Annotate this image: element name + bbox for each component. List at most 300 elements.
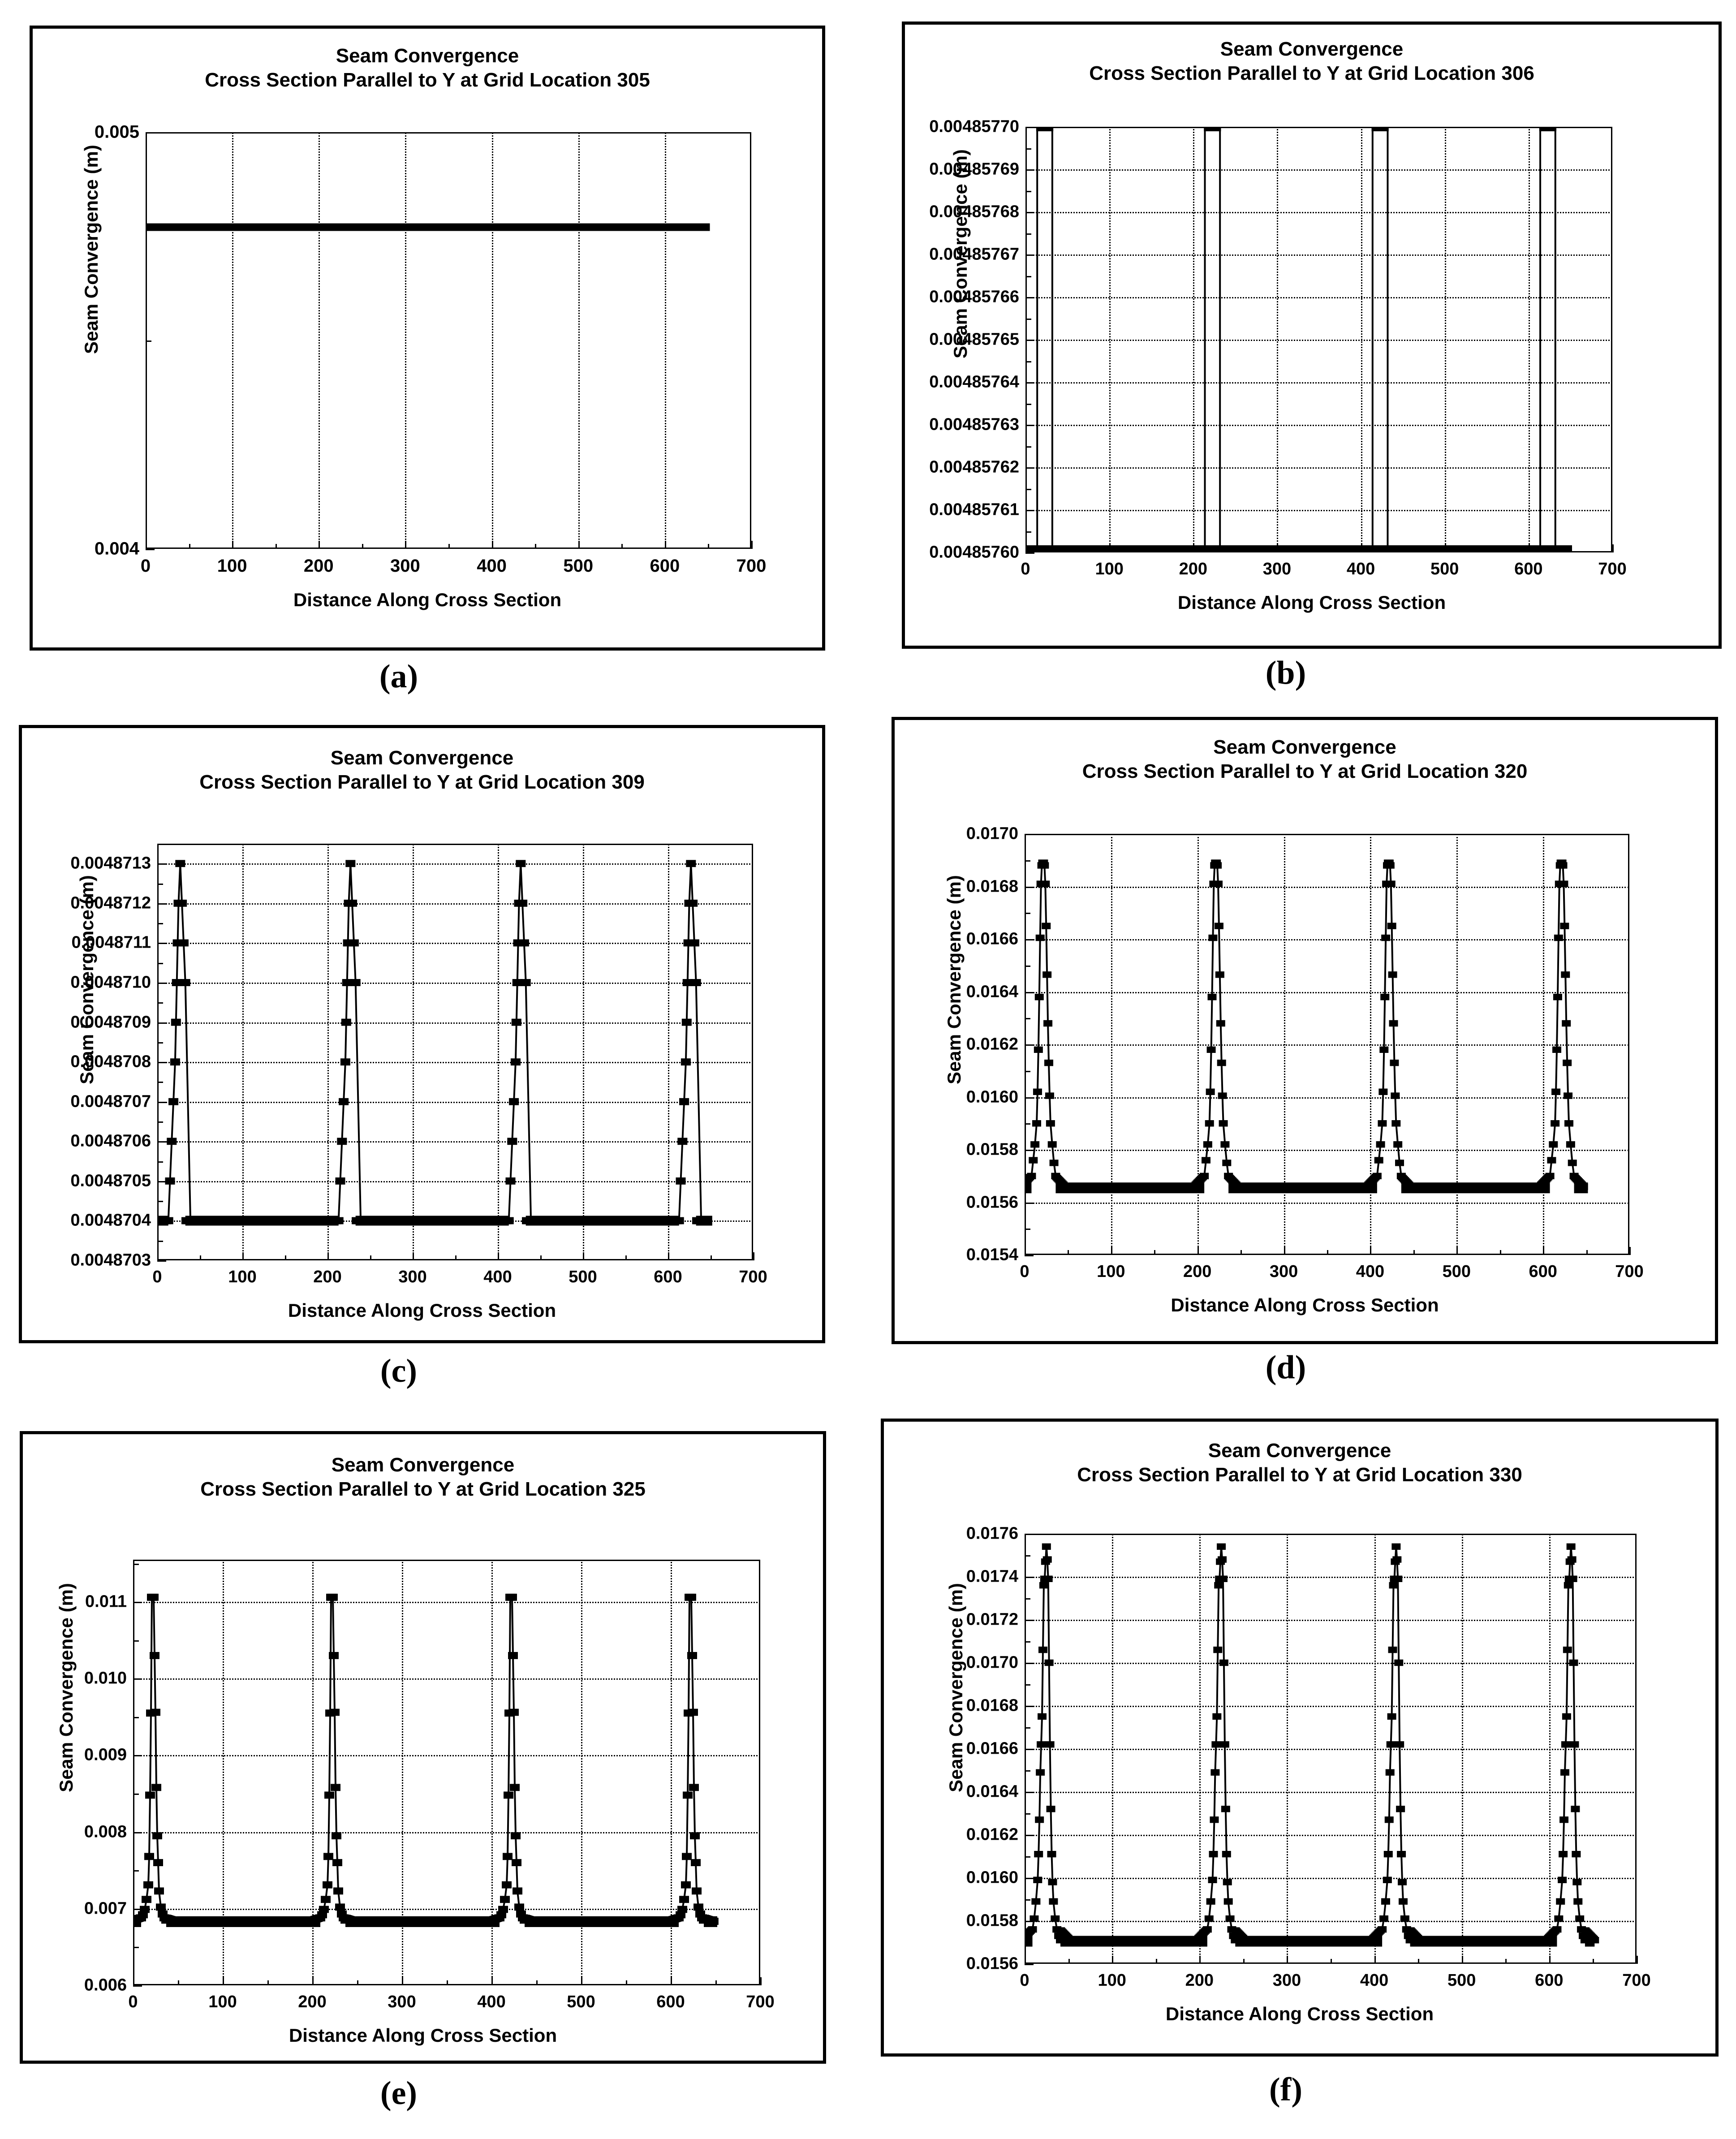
data-marker xyxy=(1569,1660,1578,1666)
data-marker xyxy=(677,1906,687,1913)
y-axis-tick-label: 0.0158 xyxy=(966,1911,1018,1930)
data-marker xyxy=(1388,1647,1397,1653)
data-marker xyxy=(1568,1576,1577,1582)
x-axis-tick-label: 400 xyxy=(1356,1262,1385,1281)
data-marker xyxy=(1563,1647,1572,1653)
data-marker xyxy=(1046,1120,1055,1126)
data-marker xyxy=(1385,1816,1394,1823)
x-axis-tick-label: 600 xyxy=(1514,560,1543,578)
data-marker xyxy=(1031,1898,1040,1905)
shoulder-marker xyxy=(702,1217,711,1225)
data-marker xyxy=(1042,971,1051,978)
x-axis-tick-label: 400 xyxy=(477,556,507,576)
data-marker xyxy=(1561,1741,1570,1747)
x-axis-tick-label: 400 xyxy=(1346,560,1375,578)
data-marker xyxy=(1038,1647,1047,1653)
y-axis-tick-label: 0.007 xyxy=(84,1899,127,1918)
y-axis-tick-label: 0.0048708 xyxy=(70,1052,151,1071)
data-marker xyxy=(177,900,187,907)
data-series-layer xyxy=(133,1560,760,1985)
data-marker xyxy=(681,1881,691,1889)
chart-title-e xyxy=(23,1453,823,1501)
data-marker xyxy=(516,860,526,867)
data-marker xyxy=(323,1881,332,1889)
data-marker xyxy=(1560,923,1569,929)
data-marker xyxy=(142,1896,151,1903)
data-marker xyxy=(1210,1816,1219,1823)
data-marker xyxy=(1386,1769,1395,1776)
x-axis-tick-label: 100 xyxy=(1095,560,1124,578)
y-axis-tick-label: 0.0164 xyxy=(966,1782,1018,1801)
x-axis-tick-label: 0 xyxy=(152,1268,162,1286)
baseline-marker-band xyxy=(525,1916,679,1927)
y-axis-title: Seam Convergence (m) xyxy=(76,875,97,1084)
data-marker xyxy=(1376,1141,1385,1147)
data-marker xyxy=(1564,1582,1573,1588)
y-axis-tick-label: 0.0172 xyxy=(966,1610,1018,1629)
data-marker xyxy=(351,979,361,986)
data-marker xyxy=(512,1019,521,1026)
data-marker xyxy=(1562,1020,1571,1026)
data-marker xyxy=(151,1784,161,1791)
y-tick-major xyxy=(1025,1255,1034,1256)
data-marker xyxy=(1549,1141,1558,1147)
chart-title-line2: Cross Section Parallel to Y at Grid Location 306 xyxy=(1089,62,1534,84)
data-marker xyxy=(687,1652,697,1659)
baseline-marker-band xyxy=(1228,1182,1377,1193)
data-marker xyxy=(690,1832,700,1839)
x-axis-tick-label: 700 xyxy=(1598,560,1627,578)
y-axis-tick-label: 0.0166 xyxy=(966,929,1018,949)
data-marker xyxy=(1386,862,1395,868)
x-tick-major xyxy=(1612,544,1614,552)
x-axis-tick-label: 300 xyxy=(388,1992,416,2011)
data-marker xyxy=(500,1896,510,1903)
y-axis-tick-label: 0.0048705 xyxy=(70,1171,151,1190)
data-marker xyxy=(1387,1741,1396,1747)
data-marker xyxy=(342,979,352,986)
data-marker xyxy=(329,1652,339,1659)
data-marker xyxy=(1554,935,1563,941)
y-axis-tick-label: 0.0176 xyxy=(966,1524,1018,1543)
y-axis-tick-label: 0.00485763 xyxy=(929,415,1019,434)
y-axis-tick-label: 0.00485767 xyxy=(929,245,1019,264)
data-marker xyxy=(1205,1915,1214,1922)
data-marker xyxy=(349,940,359,947)
data-marker xyxy=(1218,1092,1227,1099)
data-marker xyxy=(1379,1915,1388,1922)
data-marker xyxy=(511,1832,521,1839)
subfigure-caption-c: (c) xyxy=(380,1353,418,1389)
data-marker xyxy=(1568,1160,1577,1166)
data-marker xyxy=(1381,1898,1390,1905)
x-axis-tick-label: 400 xyxy=(1360,1971,1389,1990)
data-marker xyxy=(1208,994,1217,1000)
data-marker xyxy=(1378,1120,1387,1126)
y-axis-tick-label: 0.009 xyxy=(84,1745,127,1764)
data-marker xyxy=(506,1177,516,1185)
data-marker xyxy=(330,1709,340,1716)
y-axis-tick-label: 0.0170 xyxy=(966,1653,1018,1672)
data-marker xyxy=(1032,1120,1041,1126)
data-series-layer xyxy=(146,132,751,549)
x-axis-tick-label: 100 xyxy=(217,556,247,576)
data-marker xyxy=(688,1709,698,1716)
series-svg-a xyxy=(146,132,751,549)
y-axis-title: Seam Convergence (m) xyxy=(81,145,102,354)
baseline-marker-band xyxy=(166,1916,320,1927)
chart-title-b xyxy=(905,37,1719,85)
data-marker xyxy=(1042,1544,1051,1550)
peak-polyline xyxy=(333,863,361,1220)
data-marker xyxy=(683,979,693,986)
data-marker xyxy=(1391,1544,1400,1550)
data-marker xyxy=(1212,1713,1221,1720)
data-series-layer xyxy=(1025,127,1612,552)
y-axis-tick-label: 0.00485760 xyxy=(929,543,1019,562)
shoulder-marker xyxy=(663,1918,672,1925)
chart-title-line2: Cross Section Parallel to Y at Grid Location 325 xyxy=(200,1478,646,1500)
chart-title-line2: Cross Section Parallel to Y at Grid Location 320 xyxy=(1082,760,1528,782)
data-marker xyxy=(519,940,529,947)
chart-title-line1: Seam Convergence xyxy=(1220,38,1404,60)
data-marker xyxy=(1222,1160,1231,1166)
baseline-marker-band xyxy=(1235,1936,1382,1947)
data-marker xyxy=(1033,1877,1042,1883)
shoulder-marker xyxy=(531,1217,540,1225)
data-marker xyxy=(1391,1092,1400,1099)
y-axis-tick-label: 0.00485765 xyxy=(929,330,1019,349)
shoulder-marker xyxy=(1367,1937,1375,1943)
data-marker xyxy=(181,979,190,986)
data-marker xyxy=(335,1903,345,1910)
chart-title-line2: Cross Section Parallel to Y at Grid Location 330 xyxy=(1077,1463,1522,1486)
chart-title-a xyxy=(33,44,822,92)
data-marker xyxy=(345,860,355,867)
x-axis-tick-label: 600 xyxy=(656,1992,685,2011)
shoulder-marker xyxy=(1234,1184,1242,1190)
shoulder-marker xyxy=(1189,1184,1198,1190)
data-marker xyxy=(1554,1915,1563,1922)
peak-polyline xyxy=(504,863,531,1220)
data-marker xyxy=(1398,1879,1407,1885)
peak-polyline xyxy=(136,1597,172,1922)
data-marker xyxy=(1552,1047,1561,1053)
x-axis-tick-label: 0 xyxy=(1020,1971,1030,1990)
data-marker xyxy=(1563,1060,1572,1066)
data-marker xyxy=(145,1792,155,1799)
data-marker xyxy=(692,1888,702,1895)
data-marker xyxy=(1220,1141,1229,1147)
data-marker xyxy=(504,1792,513,1799)
data-marker xyxy=(1395,1160,1404,1166)
data-marker xyxy=(321,1896,331,1903)
y-axis-tick-label: 0.0154 xyxy=(966,1245,1018,1264)
data-marker xyxy=(337,1138,347,1145)
y-axis-tick-label: 0.008 xyxy=(84,1822,127,1841)
shoulder-marker xyxy=(664,1217,673,1225)
x-axis-tick-label: 700 xyxy=(739,1268,767,1286)
data-marker xyxy=(1393,1141,1402,1147)
data-series-layer xyxy=(1025,1534,1637,1964)
data-marker xyxy=(1047,1851,1056,1857)
y-axis-title: Seam Convergence (m) xyxy=(943,875,965,1084)
data-marker xyxy=(168,1098,178,1105)
x-axis-tick-label: 600 xyxy=(650,556,680,576)
shoulder-marker xyxy=(1591,1937,1599,1943)
y-axis-tick-label: 0.00485770 xyxy=(929,117,1019,136)
baseline-marker-band xyxy=(1410,1936,1557,1947)
data-marker xyxy=(1219,1120,1228,1126)
y-axis-tick-label: 0.0174 xyxy=(966,1567,1018,1586)
data-marker xyxy=(691,979,701,986)
chart-panel-f xyxy=(881,1419,1719,2057)
y-axis-title: Seam Convergence (m) xyxy=(950,149,971,358)
baseline-marker-band xyxy=(185,1216,339,1225)
data-marker xyxy=(1039,1582,1048,1588)
data-marker xyxy=(1202,1157,1210,1163)
shoulder-marker xyxy=(133,1918,134,1925)
data-marker xyxy=(1551,1120,1559,1126)
data-marker xyxy=(513,979,522,986)
pulse-base-marker xyxy=(1537,545,1559,552)
data-marker xyxy=(1572,1851,1581,1857)
data-marker xyxy=(1559,1816,1568,1823)
data-marker xyxy=(1379,1047,1388,1053)
x-axis-title: Distance Along Cross Section xyxy=(293,589,562,610)
chart-panel-e xyxy=(20,1431,826,2064)
data-marker xyxy=(143,1881,153,1889)
data-marker xyxy=(1216,1020,1225,1026)
data-marker xyxy=(1034,1047,1043,1053)
y-axis-title: Seam Convergence (m) xyxy=(945,1583,966,1792)
x-axis-tick-label: 200 xyxy=(1179,560,1207,578)
x-axis-tick-label: 600 xyxy=(654,1268,682,1286)
data-marker xyxy=(144,1853,154,1860)
data-marker xyxy=(510,1784,520,1791)
data-marker xyxy=(347,900,357,907)
x-axis-title: Distance Along Cross Section xyxy=(1171,1294,1439,1315)
data-marker xyxy=(323,1853,333,1860)
y-axis-tick-label: 0.00485761 xyxy=(929,500,1019,519)
data-marker xyxy=(681,1058,691,1065)
data-marker xyxy=(679,1098,689,1105)
data-marker xyxy=(1221,1806,1230,1812)
shoulder-marker xyxy=(1416,1937,1424,1943)
data-marker xyxy=(1389,1020,1398,1026)
data-marker xyxy=(513,1888,522,1895)
y-axis-tick-label: 0.0048711 xyxy=(71,933,151,952)
data-marker xyxy=(1035,1816,1044,1823)
x-axis-tick-label: 0 xyxy=(1020,1262,1030,1281)
data-marker xyxy=(1394,1660,1403,1666)
shoulder-marker xyxy=(1362,1184,1370,1190)
shoulder-marker xyxy=(323,1217,332,1225)
data-marker xyxy=(332,1832,341,1839)
data-marker xyxy=(682,1853,692,1860)
y-axis-tick-label: 0.0156 xyxy=(966,1954,1018,1973)
y-axis-tick-label: 0.0158 xyxy=(966,1140,1018,1159)
data-marker xyxy=(686,1594,696,1601)
data-marker xyxy=(511,1058,521,1065)
y-axis-tick-label: 0.0048713 xyxy=(70,854,151,873)
baseline-marker-band xyxy=(345,1916,500,1927)
baseline-marker-band xyxy=(1055,1182,1204,1193)
data-marker xyxy=(1388,971,1397,978)
chart-title-line2: Cross Section Parallel to Y at Grid Location 305 xyxy=(205,69,650,91)
data-marker xyxy=(1564,1092,1572,1099)
chart-title-line1: Seam Convergence xyxy=(1208,1440,1391,1462)
x-axis-tick-label: 100 xyxy=(228,1268,257,1286)
data-marker xyxy=(1046,1741,1055,1747)
shoulder-marker xyxy=(191,1217,200,1225)
data-marker xyxy=(1203,1141,1212,1147)
data-marker xyxy=(1215,971,1224,978)
data-marker xyxy=(1558,1877,1567,1883)
x-axis-title: Distance Along Cross Section xyxy=(289,2025,557,2046)
data-marker xyxy=(324,1792,334,1799)
plot-area-f xyxy=(1025,1534,1637,1964)
data-marker xyxy=(332,1859,342,1866)
data-marker xyxy=(179,940,189,947)
data-marker xyxy=(171,1019,181,1026)
data-marker xyxy=(1566,1141,1575,1147)
data-marker xyxy=(1390,1060,1399,1066)
y-tick-major xyxy=(146,549,155,550)
data-marker xyxy=(1208,935,1217,941)
data-marker xyxy=(1036,935,1045,941)
data-marker xyxy=(1573,1898,1582,1905)
data-marker xyxy=(1041,880,1050,887)
data-marker xyxy=(1051,1915,1060,1922)
series-svg-b xyxy=(1025,127,1612,552)
x-tick-major xyxy=(1629,1247,1631,1255)
shoulder-marker xyxy=(305,1918,314,1925)
data-marker xyxy=(1387,1713,1396,1720)
data-marker xyxy=(1564,1120,1573,1126)
data-marker xyxy=(507,1138,517,1145)
x-axis-tick-label: 700 xyxy=(746,1992,775,2011)
data-marker xyxy=(1030,1141,1039,1147)
series-svg-c xyxy=(157,844,753,1260)
y-axis-tick-label: 0.011 xyxy=(85,1592,127,1611)
pulse-base-marker xyxy=(1201,545,1223,552)
data-marker xyxy=(1384,1851,1393,1857)
x-axis-tick-label: 100 xyxy=(1098,1971,1126,1990)
x-axis-tick-label: 500 xyxy=(1442,1262,1471,1281)
baseline-marker-band xyxy=(1060,1936,1207,1947)
data-marker xyxy=(676,1177,686,1185)
chart-title-c xyxy=(22,746,822,794)
shoulder-marker xyxy=(530,1918,539,1925)
plot-area-b xyxy=(1025,127,1612,552)
y-tick-major xyxy=(133,1985,142,1987)
baseline-marker-band xyxy=(526,1216,679,1225)
data-marker xyxy=(339,1098,349,1105)
chart-title-f xyxy=(884,1439,1715,1487)
data-marker xyxy=(1219,1660,1228,1666)
data-marker xyxy=(151,1709,160,1716)
data-marker xyxy=(1387,880,1396,887)
data-marker xyxy=(1561,971,1570,978)
data-marker xyxy=(1045,1660,1054,1666)
data-marker xyxy=(1029,1157,1038,1163)
data-marker xyxy=(1030,1915,1038,1922)
data-marker xyxy=(1568,1556,1577,1562)
y-tick-major xyxy=(1025,1964,1034,1965)
data-marker xyxy=(1556,1898,1565,1905)
x-axis-tick-label: 300 xyxy=(1262,560,1292,578)
data-marker xyxy=(1383,1877,1392,1883)
data-marker xyxy=(1205,1120,1214,1126)
data-marker xyxy=(1387,923,1396,929)
x-axis-tick-label: 600 xyxy=(1535,1971,1564,1990)
y-axis-tick-label: 0.006 xyxy=(84,1975,127,1995)
series-svg-f xyxy=(1025,1534,1637,1964)
data-marker xyxy=(1050,1160,1059,1166)
x-axis-tick-label: 500 xyxy=(569,1268,597,1286)
data-marker xyxy=(1396,1806,1405,1812)
x-axis-tick-label: 200 xyxy=(298,1992,327,2011)
data-marker xyxy=(1213,862,1222,868)
data-marker xyxy=(691,1859,701,1866)
peak-polyline xyxy=(673,1597,709,1922)
data-marker xyxy=(1043,1556,1052,1562)
data-marker xyxy=(1559,880,1568,887)
data-marker xyxy=(1551,1089,1560,1095)
data-marker xyxy=(682,1019,692,1026)
data-marker xyxy=(1393,1576,1402,1582)
data-marker xyxy=(331,1784,340,1791)
data-marker xyxy=(502,1881,512,1889)
x-axis-tick-label: 300 xyxy=(390,556,420,576)
y-axis-tick-label: 0.0048707 xyxy=(70,1092,151,1111)
data-marker xyxy=(503,1853,513,1860)
data-marker xyxy=(149,1594,159,1601)
data-series-layer xyxy=(157,844,753,1260)
data-marker xyxy=(1038,1713,1047,1720)
plot-area-e xyxy=(133,1560,760,1985)
plot-area-a xyxy=(146,132,751,549)
data-marker xyxy=(1043,1020,1052,1026)
shoulder-marker xyxy=(157,1217,162,1225)
data-marker xyxy=(521,979,531,986)
shoulder-marker xyxy=(1066,1937,1074,1943)
chart-panel-a xyxy=(30,26,825,651)
x-axis-tick-label: 600 xyxy=(1529,1262,1557,1281)
data-marker xyxy=(150,1652,159,1659)
data-marker xyxy=(694,1903,703,1910)
y-axis-tick-label: 0.0156 xyxy=(966,1193,1018,1212)
y-axis-tick-label: 0.004 xyxy=(94,539,139,559)
chart-panel-c xyxy=(19,725,825,1343)
data-marker xyxy=(1214,880,1223,887)
data-marker xyxy=(1207,1047,1216,1053)
subfigure-caption-d: (d) xyxy=(1265,1349,1306,1386)
data-marker xyxy=(1560,1769,1569,1776)
data-marker xyxy=(1036,1769,1045,1776)
data-marker xyxy=(514,1903,524,1910)
series-svg-e xyxy=(133,1560,760,1985)
data-marker xyxy=(336,1177,345,1185)
x-axis-tick-label: 300 xyxy=(398,1268,427,1286)
peak-polyline xyxy=(163,863,190,1220)
baseline-marker-band xyxy=(356,1216,509,1225)
pulse-base-marker xyxy=(1034,545,1056,552)
data-marker xyxy=(175,860,185,867)
data-marker xyxy=(152,1832,162,1839)
chart-title-line1: Seam Convergence xyxy=(336,45,519,67)
